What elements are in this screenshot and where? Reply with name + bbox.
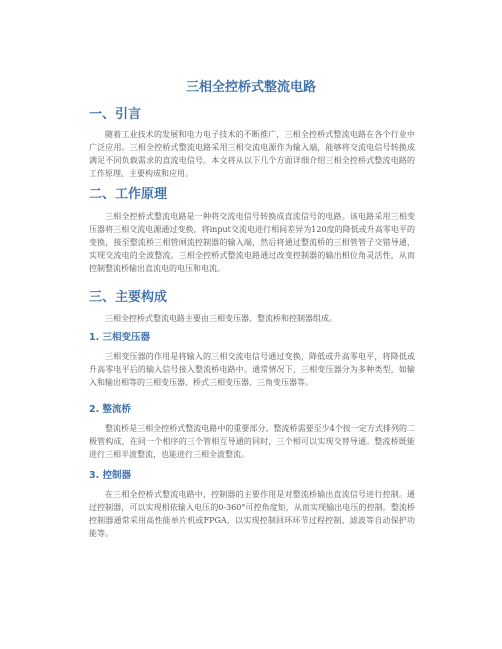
subsection-text-controller: 在三相全控桥式整流电路中，控制器的主要作用是对整流桥输出直流信号进行控制。通过控制器，可以实现相依输入电压的0-360°可控角度矩，从而实现输出电压的控制。整流桥控制器通常采用高性能单片机或FPGA，以实现控制回环环节过程控制、滤波等自动保护功能等。	[89, 490, 415, 538]
subsection-text-rectifier: 整流桥是三相全控桥式整流电路中的重要部分。整流桥需要至少4个按一定方式排列的二极管构成，在同一个相序的三个管相互导通的同时，三个相可以实现交替导通。整流桥既能进行三相半波整流，也能进行三相全波整流。	[89, 424, 415, 459]
section-text-components: 三相全控桥式整流电路主要由三相变压器、整流桥和控制器组成。	[105, 314, 337, 323]
section-text-intro: 随着工业技术的发展和电力电子技术的不断推广，三相全控桥式整流电路在各个行业中广泛应用。三相全控桥式整流电路采用三相交流电源作为输入端，能够将交流电信号转换成满足不同负载需求的直流电信号。本文将从以下几个方面详细介绍三相全控桥式整流电路的工作原理、主要构成和应用。	[89, 130, 415, 178]
section-heading-intro: 一、引言	[89, 107, 142, 122]
section-text-principle: 三相全控桥式整流电路是一种将交流电信号转换成直流信号的电路。该电路采用三相变压器将三相交流电源通过变换，将input交流电进行相间差异为120度的降低或升高零电平的变换，接至整流桥三相管闸流控制器的输入端，然后将通过整流桥的三相管管子交错导通，实现交流电的全波整流。三相全控桥式整流电路通过改变控制器的输出相位角灵活性，从而控制整流桥输出直流电的电压和电流。	[89, 212, 415, 273]
subsection-heading-transformer: 1. 三相变压器	[89, 332, 151, 343]
document-title: 三相全控桥式整流电路	[185, 80, 316, 95]
section-heading-principle: 二、工作原理	[89, 187, 168, 202]
subsection-heading-rectifier: 2. 整流桥	[89, 404, 132, 415]
subsection-heading-controller: 3. 控制器	[89, 470, 132, 481]
section-heading-components: 三、主要构成	[89, 290, 168, 305]
subsection-text-transformer: 三相变压器的作用是将输入的三相交流电信号通过变换，降低或升高零电平，将降低或升高零电平后的输入信号接入整流桥电路中。通常情况下，三相变压器分为多种类型，如输入和输出相等的三相变压器、桥式三相变压器、三角变压器等。	[89, 352, 415, 387]
